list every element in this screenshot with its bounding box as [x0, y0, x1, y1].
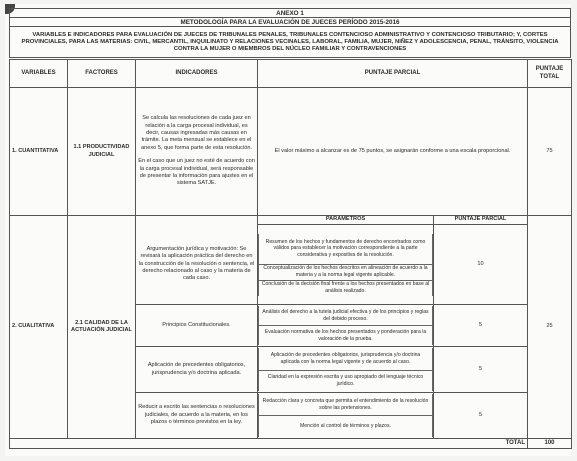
indicator-principios: Principios Constitucionales.: [136, 305, 258, 347]
param-item: Conclusión de la decisión final frente a los hechos presentados en base al análisis realizado.: [259, 280, 433, 296]
evaluation-table: [9, 59, 572, 449]
indicator-argumentacion: Argumentación jurídica y motivación: Se revisará la aplicación práctica del derecho en la construcción de la resolución o sentencia, el derecho relacionado al caso y la materia de cada caso.: [136, 225, 258, 305]
quantitative-row: [10, 88, 572, 216]
qual-total-score: 25: [528, 216, 572, 439]
variable-cualitativa: 2. CUALITATIVA: [10, 216, 68, 439]
document-page: [5, 4, 571, 456]
param-list: [258, 394, 433, 437]
indicator-productividad: [136, 88, 258, 216]
indicator-precedentes: Aplicación de precedentes obligatorios, jurisprudencia y/o doctrina aplicada.: [136, 347, 258, 393]
col-puntaje-parcial: PUNTAJE PARCIAL: [258, 60, 528, 88]
document-title: METODOLOGÍA PARA LA EVALUACIÓN DE JUECES PERÍODO 2015-2016: [10, 18, 571, 27]
param-score: 5: [434, 393, 528, 439]
variable-cuantitativa: 1. CUANTITATIVA: [10, 88, 68, 216]
factor-calidad: 2.1 CALIDAD DE LA ACTUACIÓN JUDICIAL: [68, 216, 136, 439]
grand-total: 100: [528, 439, 572, 449]
parameters-header-row: [10, 216, 572, 225]
quant-partial-score: El valor máximo a alcanzar es de 75 puntos, se asignarán conforme a una escala proporcional.: [258, 88, 528, 216]
param-list: [258, 234, 433, 296]
total-row: [10, 439, 572, 449]
param-item: Redacción clara y concreta que permita el entendimiento de la resolución sobre las pretensiones.: [259, 394, 433, 416]
indicator-paragraph-1: Se calcula las resoluciones de cada juez en relación a la carga procesal individual, es decir, causas ingresadas más causas en trámite. La meta mensual se establece en el anexo 5, que forma parte de esta resolución.: [140, 115, 252, 151]
param-item: Mención al control de términos y plazos.: [259, 416, 433, 438]
param-item: Aplicación de precedentes obligatorios, jurisprudencia y/o doctrina aplicada con la norma legal vigente y de acuerdo al caso.: [259, 348, 433, 371]
param-score: 10: [434, 225, 528, 305]
param-score-header: PUNTAJE PARCIAL: [434, 216, 528, 225]
quant-total-score: 75: [528, 88, 572, 216]
col-variables: VARIABLES: [10, 60, 68, 88]
param-score: 5: [434, 305, 528, 347]
param-item: Resumen de los hechos y fundamentos de derecho encontrados como válidos para establecer la motivación correspondiente a la parte considerativa y expositiva de la resolución.: [259, 234, 433, 265]
header-table: [9, 8, 571, 58]
param-header: PARÁMETROS: [258, 216, 434, 225]
param-item: Conceptualización de los hechos descritos en alineación de acuerdo a la materia y a la norma legal vigente aplicable.: [259, 264, 433, 280]
param-score: 5: [434, 347, 528, 393]
indicator-redaccion: Reducir a escrito las sentencias o resoluciones judiciales, de acuerdo a la materia, en los plazos o términos previstos en la ley.: [136, 393, 258, 439]
annex-label: ANEXO 1: [10, 9, 571, 18]
col-puntaje-total: PUNTAJE TOTAL: [528, 60, 572, 88]
param-item: Evaluación normativa de los hechos presentados y ponderación para la valoración de la prueba.: [259, 326, 433, 346]
param-list: [258, 348, 433, 391]
indicator-paragraph-2: En el caso que un juez no esté de acuerdo con la carga procesal individual, será responsable de presentar la información para ajustes en el sistema SATJE.: [138, 158, 255, 187]
param-list: [258, 306, 433, 345]
factor-productividad: 1.1 PRODUCTIVIDAD JUDICIAL: [68, 88, 136, 216]
param-item: Análisis del derecho a la tutela judicial efectiva y de los principios y reglas del debido proceso.: [259, 306, 433, 326]
param-item: Claridad en la expresión escrita y uso apropiado del lenguaje técnico jurídico.: [259, 371, 433, 392]
column-header-row: [10, 60, 572, 88]
col-factores: FACTORES: [68, 60, 136, 88]
total-label: TOTAL: [10, 439, 528, 449]
col-indicadores: INDICADORES: [136, 60, 258, 88]
document-subtitle: VARIABLES E INDICADORES PARA EVALUACIÓN DE JUECES DE TRIBUNALES PENALES, TRIBUNALES CONTENCIOSO ADMINISTRATIVO Y CONTENCIOSO TRIBUTARIO; Y, CORTES PROVINCIALES, PARA LAS MATERIAS: CIVIL, MERCANTIL, INQUILINATO Y RELACIONES VECINALES, LABORAL, FAMILIA, MUJER, NIÑEZ Y ADOLESCENCIA, PENAL, TRÁNSITO, VIOLENCIA CONTRA LA MUJER O MIEMBROS DEL NÚCLEO FAMILIAR Y CONTRAVENCIONES: [10, 27, 571, 58]
